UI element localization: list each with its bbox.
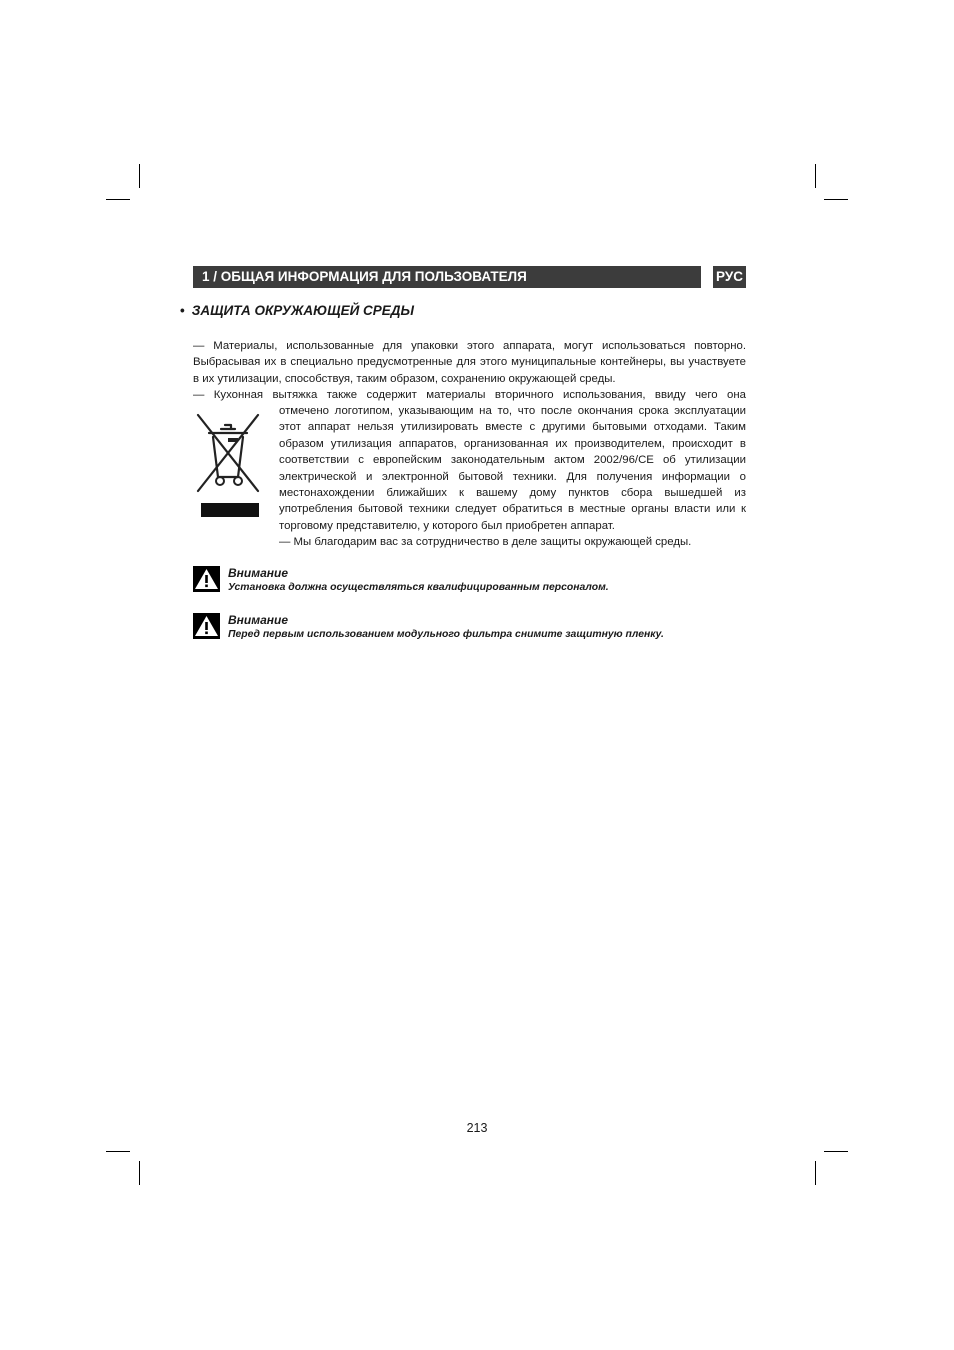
language-tag: РУС	[713, 266, 746, 288]
warning-text: Перед первым использованием модульного фильтра снимите защитную пленку.	[228, 629, 664, 640]
crop-mark-bottom-right-horizontal	[824, 1151, 848, 1152]
crop-mark-bottom-left-horizontal	[106, 1151, 130, 1152]
crop-mark-bottom-right-vertical	[815, 1161, 816, 1185]
paragraph-weee: отмечено логотипом, указывающим на то, что после окончания срока эксплуатации этот аппарат нельзя утилизировать вместе с другими бытовыми отходами. Таким образом утилизация аппаратов, организованная их производителем, происходит в соответствии с европейским законодательным актом 2002/96/CE об утилизации электрической и электронной бытовой техники. Для получения информации о местонахождении ближайших к вашему дому пунктов сбора вышедшей из употребления бытовой техники следует обратиться в местные органы власти или к торговому представителю, у которого был приобретен аппарат.	[279, 405, 746, 532]
warning-title: Внимание	[228, 566, 289, 580]
paragraph-thanks: — Мы благодарим вас за сотрудничество в деле защиты окружающей среды.	[279, 536, 692, 548]
heading-bullet: •	[180, 303, 185, 318]
crop-mark-top-left-vertical	[139, 164, 140, 188]
warning-triangle-icon	[193, 613, 220, 639]
section-title: 1 / ОБЩАЯ ИНФОРМАЦИЯ ДЛЯ ПОЛЬЗОВАТЕЛЯ	[202, 269, 527, 284]
paragraph-packaging: — Материалы, использованные для упаковки этого аппарата, могут использоваться повторно. Выбрасывая их в специально предусмотренные для этого муниципальные контейнеры, вы участвуете в их утилизации, способствуя, таким образом, сохранению окружающей среды.	[193, 340, 746, 385]
paragraph-recycling-intro: — Кухонная вытяжка также содержит материалы вторичного использования, ввиду чего она	[193, 389, 746, 401]
warning-text: Установка должна осуществляться квалифицированным персоналом.	[228, 582, 609, 593]
section-title-bar	[193, 266, 701, 288]
heading-text: ЗАЩИТА ОКРУЖАЮЩЕЙ СРЕДЫ	[191, 303, 415, 318]
warning-title: Внимание	[228, 613, 289, 627]
crop-mark-top-left-horizontal	[106, 199, 130, 200]
crop-mark-bottom-left-vertical	[139, 1161, 140, 1185]
crossed-out-wheelie-bin-icon	[194, 411, 262, 519]
crop-mark-top-right-vertical	[815, 164, 816, 188]
section-heading	[180, 303, 414, 318]
crop-mark-top-right-horizontal	[824, 199, 848, 200]
page-number: 213	[466, 1121, 488, 1135]
warning-triangle-icon	[193, 566, 220, 592]
